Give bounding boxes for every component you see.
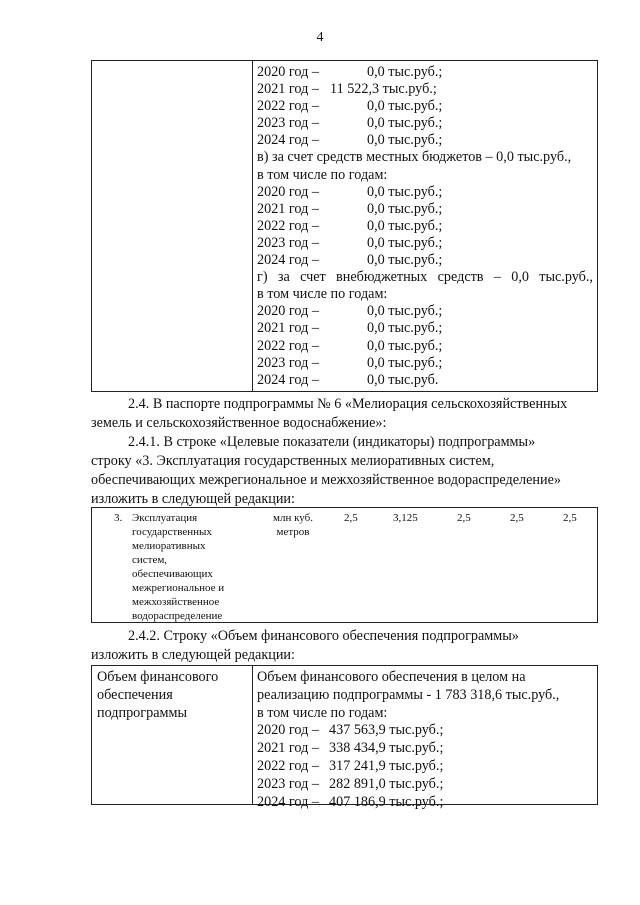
year-value: 0,0 тыс.руб. — [367, 371, 439, 388]
source-subheading: в том числе по годам: — [257, 166, 388, 183]
year-label: 2024 год – — [257, 371, 319, 388]
page-number: 4 — [316, 30, 324, 45]
indicator-value-2022: 2,5 — [457, 512, 471, 524]
indicator-number: 3. — [114, 512, 123, 524]
year-label: 2022 год – — [257, 337, 319, 354]
year-row — [257, 98, 593, 115]
year-row — [257, 372, 593, 389]
indicator-value-2024: 2,5 — [563, 512, 577, 524]
year-value: 0,0 тыс.руб.; — [367, 337, 443, 354]
year-value: 0,0 тыс.руб.; — [367, 320, 443, 337]
year-row — [257, 355, 593, 372]
year-row — [257, 201, 593, 218]
year-value: 0,0 тыс.руб.; — [367, 183, 443, 200]
year-row — [257, 184, 593, 201]
source-heading: в) за счет средств местных бюджетов – 0,0 тыс.руб., — [257, 149, 572, 166]
year-row: 2023 год – 282 891,0 тыс.руб.; — [257, 776, 444, 792]
year-row — [257, 338, 593, 355]
year-value: 0,0 тыс.руб.; — [367, 64, 443, 80]
year-row — [257, 64, 593, 81]
funding-volume-table — [91, 665, 598, 810]
year-label: 2023 год – — [257, 354, 319, 371]
year-value: 0,0 тыс.руб.; — [367, 252, 443, 269]
year-row — [257, 303, 593, 320]
year-value: 0,0 тыс.руб.; — [367, 234, 443, 251]
year-row: 2024 год – 407 186,9 тыс.руб.; — [257, 794, 444, 810]
indicator-value-2020: 2,5 — [344, 512, 358, 524]
year-label: 2020 год – — [257, 64, 319, 80]
paragraph-2-4-1: 2.4.1. В строке «Целевые показатели (индикаторы) подпрограммы» строку «3. Эксплуатация государственных мелиоративных систем, обеспечивающих межрегиональное и межхозяйственное водораспределение» изложить в следующей редакции: — [91, 434, 561, 507]
year-value: 0,0 тыс.руб.; — [367, 98, 443, 115]
year-label: 2020 год – — [257, 183, 319, 200]
year-row: 2021 год – 338 434,9 тыс.руб.; — [257, 740, 444, 756]
year-row — [257, 81, 593, 98]
paragraph-2-4: 2.4. В паспорте подпрограммы № 6 «Мелиорация сельскохозяйственных земель и сельскохозяйственное водоснабжение»: — [91, 396, 568, 431]
year-label: 2024 год – — [257, 252, 319, 269]
funding-table-continued — [91, 60, 598, 392]
year-label: 2023 год – — [257, 115, 319, 132]
source-heading: г) за счет внебюджетных средств – 0,0 тыс.руб., — [257, 269, 593, 286]
year-value: 0,0 тыс.руб.; — [367, 115, 443, 132]
funding-label-cell: Объем финансового обеспечения подпрограммы — [97, 669, 219, 721]
year-label: 2021 год – — [257, 81, 319, 98]
indicator-value-2021: 3,125 — [393, 512, 418, 524]
indicator-table — [91, 507, 598, 623]
indicator-unit: млн куб. метров — [273, 512, 313, 538]
year-label: 2024 год – — [257, 132, 319, 149]
year-row: 2020 год – 437 563,9 тыс.руб.; — [257, 722, 444, 738]
year-label: 2020 год – — [257, 303, 319, 320]
year-label: 2023 год – — [257, 234, 319, 251]
year-row — [257, 115, 593, 132]
year-value: 0,0 тыс.руб.; — [367, 303, 443, 320]
year-label: 2021 год – — [257, 320, 319, 337]
funding-cell — [257, 64, 593, 389]
year-value: 0,0 тыс.руб.; — [367, 217, 443, 234]
year-label: 2022 год – — [257, 217, 319, 234]
source-subheading: в том числе по годам: — [257, 286, 388, 303]
year-row — [257, 320, 593, 337]
column-divider — [252, 61, 253, 391]
year-label: 2022 год – — [257, 98, 319, 115]
paragraph-2-4-2: 2.4.2. Строку «Объем финансового обеспечения подпрограммы» изложить в следующей редакции: — [91, 628, 519, 663]
funding-value-cell: Объем финансового обеспечения в целом на реализацию подпрограммы - 1 783 318,6 тыс.руб., в том числе по годам: 2020 год – 437 563,9 тыс.руб.; 2021 год – 338 434,9 тыс.руб.; 2022 год – 317 241,9 тыс.руб.; 2023 год – 282 891,0 тыс.руб.; 2024 год – 407 186,9 тыс.руб.; — [257, 668, 593, 812]
year-label: 2021 год – — [257, 200, 319, 217]
year-value: 11 522,3 тыс.руб.; — [330, 81, 437, 98]
year-row — [257, 252, 593, 269]
year-value: 0,0 тыс.руб.; — [367, 132, 443, 149]
indicator-name: Эксплуатация государственных мелиоративных систем, обеспечивающих межрегиональное и межхозяйственное водораспределение — [132, 512, 225, 622]
year-row — [257, 218, 593, 235]
year-row — [257, 235, 593, 252]
year-row — [257, 132, 593, 149]
indicator-value-2023: 2,5 — [510, 512, 524, 524]
year-value: 0,0 тыс.руб.; — [367, 354, 443, 371]
year-row: 2022 год – 317 241,9 тыс.руб.; — [257, 758, 444, 774]
year-value: 0,0 тыс.руб.; — [367, 200, 443, 217]
column-divider — [252, 666, 253, 804]
